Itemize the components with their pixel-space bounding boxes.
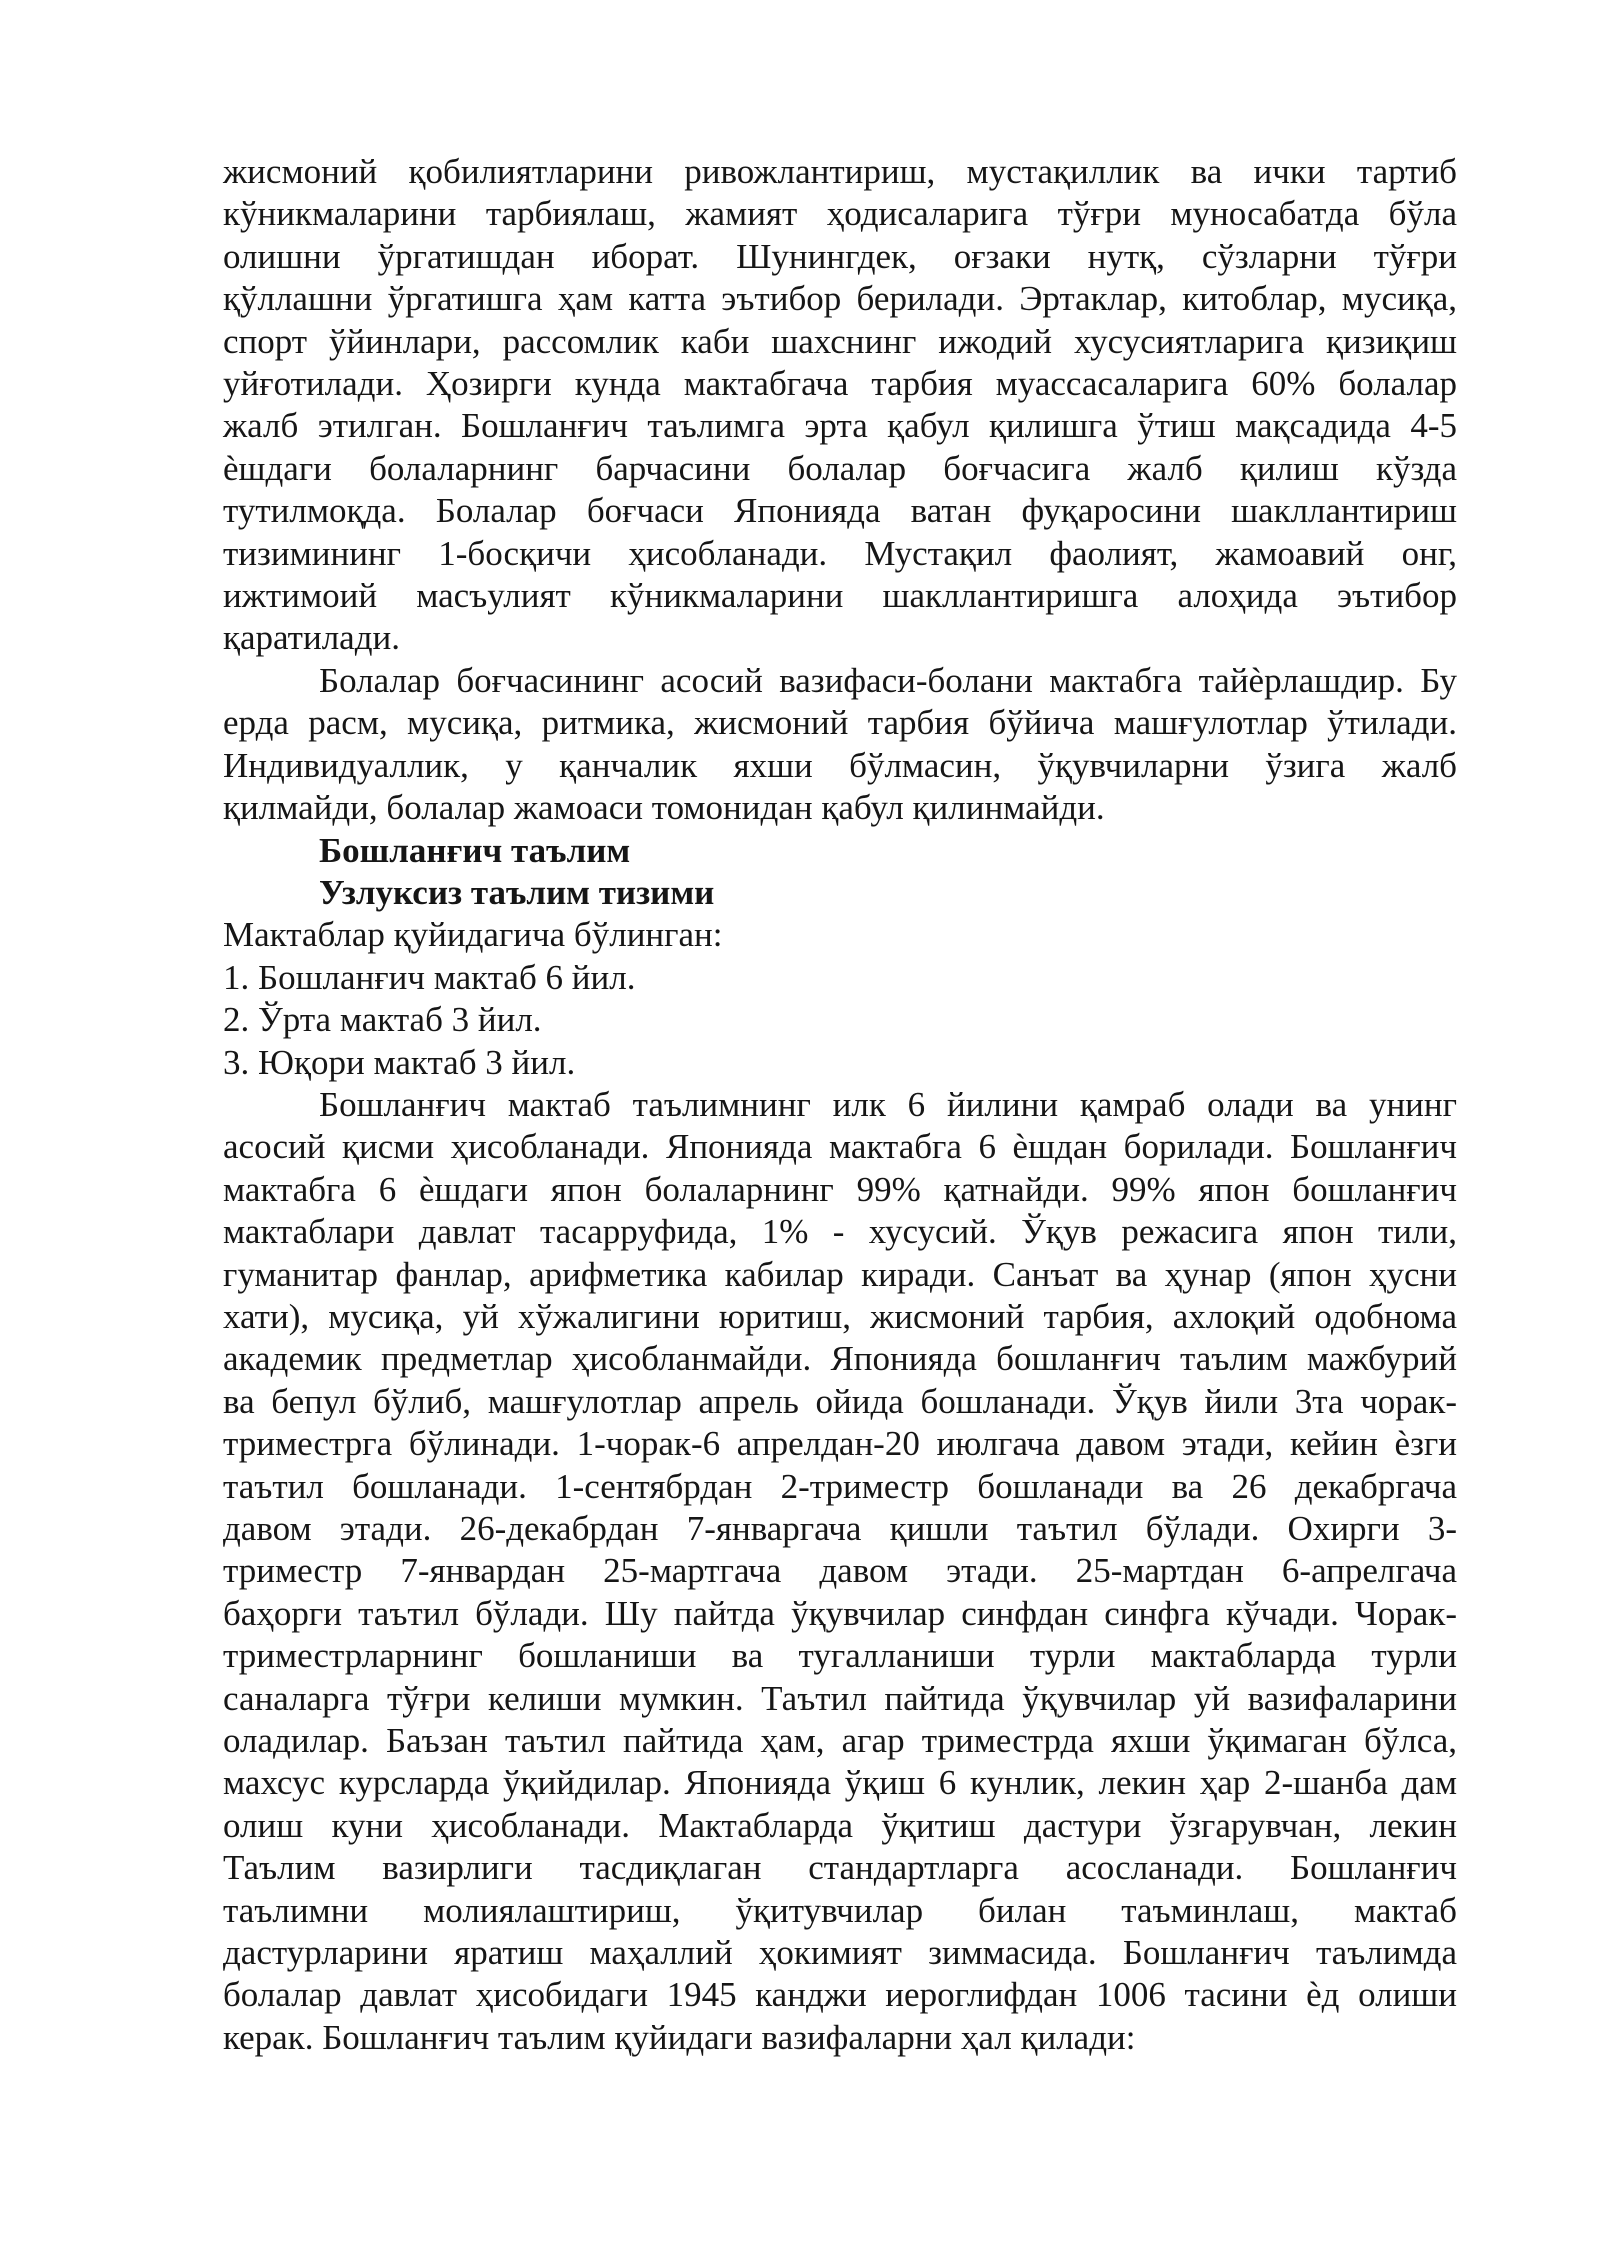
text-line: триместрларнинг бошланиши ва тугалланиши турли мактабларда турли [223,1636,1457,1676]
text-line: спорт ўйинлари, рассомлик каби шахснинг ижодий хусусиятларига қизиқиш [223,321,1457,361]
text-line: саналарга тўғри келиши мумкин. Таътил пайтида ўқувчилар уй вазифаларини [223,1678,1457,1718]
text-line: баҳорги таътил бўлади. Шу пайтда ўқувчилар синфдан синфга кўчади. Чорак- [223,1593,1457,1633]
text-line: қўллашни ўргатишга ҳам катта эътибор берилади. Эртаклар, китоблар, мусиқа, [223,279,1457,319]
section-heading: Бошланғич таълим [319,830,631,870]
paragraph-primary-school [223,1084,1457,2059]
text-line: жалб этилган. Бошланғич таълимга эрта қабул қилишга ўтиш мақсадида 4-5 [223,406,1457,446]
text-line: оладилар. Баъзан таътил пайтида ҳам, агар триместрда яхши ўқимаган бўлса, [223,1721,1457,1761]
paragraph-preschool-goals [223,151,1457,660]
text-line: жисмоний қобилиятларини ривожлантириш, мустақиллик ва ички тартиб [223,152,1457,191]
text-line: уйғотилади. Ҳозирги кунда мактабгача тарбия муассасаларига 60% болалар [223,364,1457,404]
text-line: Бошланғич мактаб таълимнинг илк 6 йилини қамраб олади ва унинг [319,1084,1457,1124]
text-line: тизимининг 1-босқичи ҳисобланади. Мустақил фаолият, жамоавий онг, [223,533,1457,573]
text-line: триместрга бўлинади. 1-чорак-6 апрелдан-20 июлгача давом этади, кейин ѐзги [223,1424,1457,1464]
text-line: кўникмаларини тарбиялаш, жамият ҳодисаларига тўғри муносабатда бўла [223,194,1457,234]
text-line: ерда расм, мусиқа, ритмика, жисмоний тарбия бўйича машғулотлар ўтилади. [223,703,1457,743]
section-subheading: Узлуксиз таълим тизими [319,872,715,912]
list-intro: Мактаблар қуйидагича бўлинган: [223,915,723,955]
list-item: 3. Юқори мактаб 3 йил. [223,1042,576,1082]
text-line: махсус курсларда ўқийдилар. Японияда ўқиш 6 кунлик, лекин ҳар 2-шанба дам [223,1763,1457,1803]
text-line: Таълим вазирлиги тасдиқлаган стандартларга асосланади. Бошланғич [223,1848,1457,1888]
text-line: давом этади. 26-декабрдан 7-январгача қишли таътил бўлади. Охирги 3- [223,1509,1457,1548]
text-line: қаратилади. [223,618,400,658]
text-line: таътил бошланади. 1-сентябрдан 2-триместр бошланади ва 26 декабргача [223,1466,1457,1506]
text-line: ѐшдаги болаларнинг барчасини болалар боғчасига жалб қилиш кўзда [223,448,1457,488]
text-line: Болалар боғчасининг асосий вазифаси-болани мактабга тайѐрлашдир. Бу [319,660,1457,700]
text-line: гуманитар фанлар, арифметика кабилар киради. Санъат ва ҳунар (япон ҳусни [223,1254,1457,1294]
text-line: тутилмоқда. Болалар боғчаси Японияда ватан фуқаросини шакллантириш [223,491,1457,531]
text-line: ижтимоий масъулият кўникмаларини шакллантиришга алоҳида эътибор [223,576,1457,616]
paragraph-kindergarten-task [223,660,1457,830]
text-line: мактаблари давлат тасарруфида, 1% - хусусий. Ўқув режасига япон тили, [223,1212,1457,1252]
text-line: хати), мусиқа, уй хўжалигини юритиш, жисмоний тарбия, ахлоқий одобнома [223,1296,1457,1336]
text-line: керак. Бошланғич таълим қуйидаги вазифаларни ҳал қилади: [223,2017,1136,2057]
list-item: 1. Бошланғич мактаб 6 йил. [223,957,636,997]
text-line: академик предметлар ҳисобланмайди. Японияда бошланғич таълим мажбурий [223,1339,1457,1379]
text-line: триместр 7-январдан 25-мартгача давом этади. 25-мартдан 6-апрелгача [223,1551,1457,1591]
text-line: қилмайди, болалар жамоаси томонидан қабул қилинмайди. [223,788,1105,828]
text-line: болалар давлат ҳисобидаги 1945 канджи иероглифдан 1006 тасини ѐд олиши [223,1975,1457,2015]
text-line: олишни ўргатишдан иборат. Шунингдек, оғзаки нутқ, сўзларни тўғри [223,236,1457,276]
text-line: дастурларини яратиш маҳаллий ҳокимият зиммасида. Бошланғич таълимда [223,1933,1457,1973]
list-item: 2. Ўрта мактаб 3 йил. [223,1000,542,1040]
document-page [223,151,1457,2059]
text-line: таълимни молиялаштириш, ўқитувчилар билан таъминлаш, мактаб [223,1890,1457,1930]
school-levels-list [223,914,1457,1084]
text-line: асосий қисми ҳисобланади. Японияда мактабга 6 ѐшдан борилади. Бошланғич [223,1127,1457,1167]
text-line: Индивидуаллик, у қанчалик яхши бўлмасин, ўқувчиларни ўзига жалб [223,745,1457,785]
text-line: олиш куни ҳисобланади. Мактабларда ўқитиш дастури ўзгарувчан, лекин [223,1805,1457,1845]
text-line: ва бепул бўлиб, машғулотлар апрель ойида бошланади. Ўқув йили 3та чорак- [223,1381,1457,1421]
text-line: мактабга 6 ѐшдаги япон болаларнинг 99% қатнайди. 99% япон бошланғич [223,1169,1457,1209]
